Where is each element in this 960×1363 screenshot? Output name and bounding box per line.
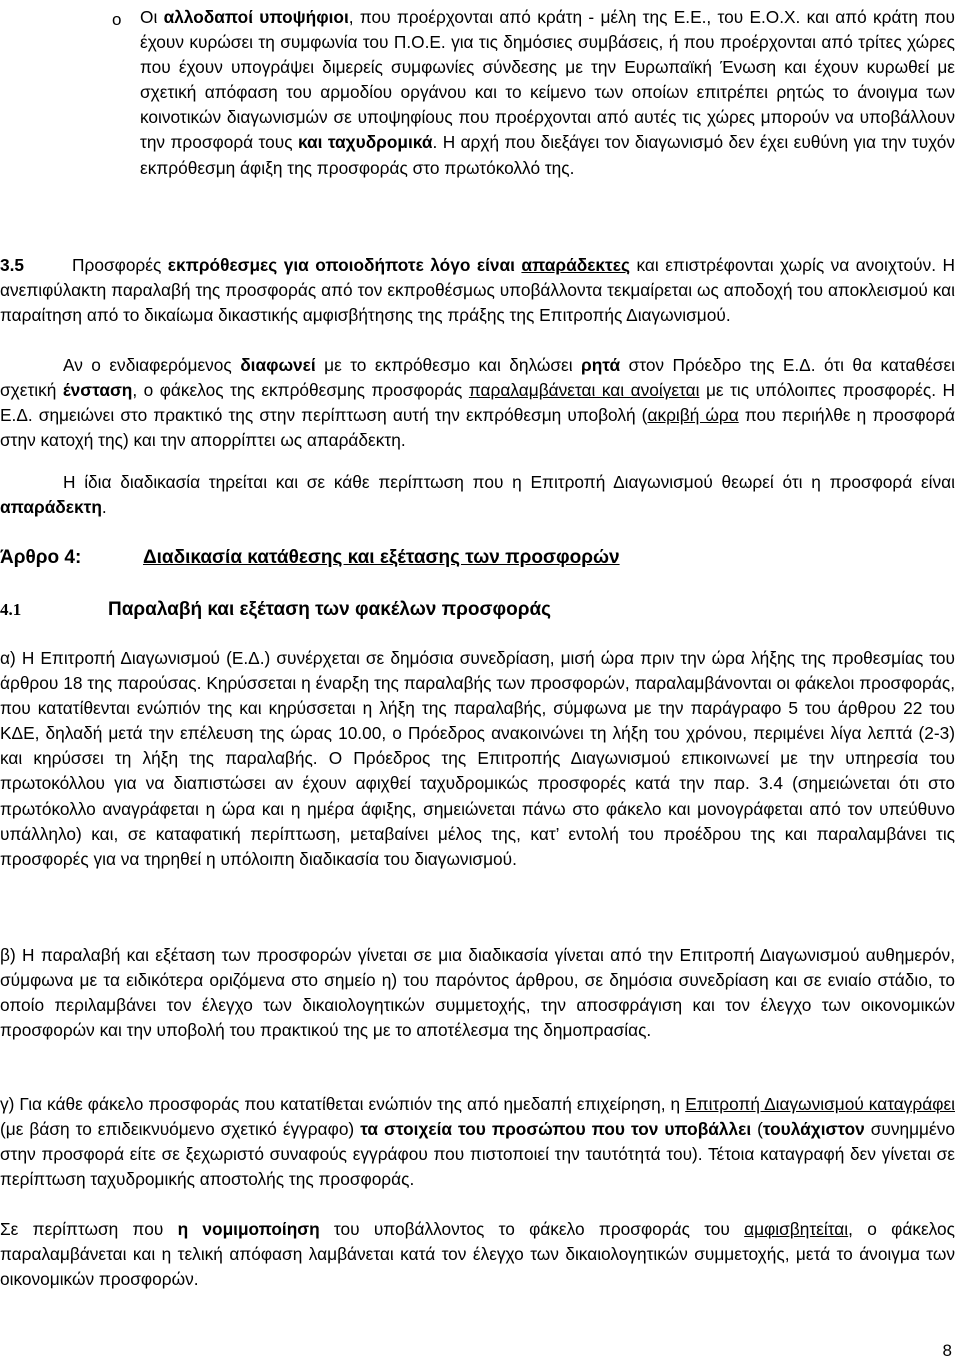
article-number: Άρθρο 4: <box>0 547 82 568</box>
paragraph-c: γ) Για κάθε φάκελο προσφοράς που κατατίθεται ενώπιόν της από ημεδαπή επιχείρηση, η Επιτροπή Διαγωνισμού καταγράφει (με βάση το επιδεικνυόμενο σχετικό έγγραφο) τα στοιχεία του προσώπου που τον υποβάλλει (τουλάχιστον συνημμένο στην προσφορά είτε σε ξεχωριστό συναφούς εγγράφου που πιστοποιεί την ταυτότητά του). Τέτοια καταγραφή δεν γίνεται σε περίπτωση ταχυδρομικής αποστολής της προσφοράς. <box>0 1094 955 1190</box>
section-3-5-number: 3.5 <box>0 255 25 275</box>
bullet-paragraph: Οι αλλοδαποί υποψήφιοι, που προέρχονται από κράτη - μέλη της Ε.Ε., του Ε.Ο.Χ. και από κράτη που έχουν κυρώσει τη συμφωνία του Π.Ο.Ε. για τις δημόσιες συμβάσεις, ή που προέρχονται από τρίτες χώρες που έχουν υπογράψει διμερείς συμφωνίες σύνδεσης με την Ευρωπαϊκή Ένωση και έχουν κυρωθεί με σχετική απόφαση του αρμοδίου οργάνου και το κείμενο των οποίων επιτρέπει ρητώς το άνοιγμα των κοινοτικών διαγωνισμών σε υποψηφίους που προέρχονται από αυτές τις χώρες μπορούν να υποβάλλουν την προσφορά τους και ταχυδρομικά. Η αρχή που διεξάγει τον διαγωνισμό δεν έχει ευθύνη για την τυχόν εκπρόθεσμη άφιξη της προσφοράς στο πρωτόκολλό της. <box>140 7 956 178</box>
section-3-5-same-procedure-paragraph: Η ίδια διαδικασία τηρείται και σε κάθε περίπτωση που η Επιτροπή Διαγωνισμού θεωρεί ότι η προσφορά είναι απαράδεκτη. <box>0 472 955 518</box>
subsection-number: 4.1 <box>0 600 22 619</box>
section-3-5-paragraph: 3.5 Προσφορές εκπρόθεσμες για οποιοδήποτε λόγο είναι απαράδεκτες και επιστρέφονται χωρίς να ανοιχτούν. Η ανεπιφύλακτη παραλαβή της προσφοράς από τον εκπροθέσμως υποβάλλοντα τεκμαίρεται ως αποδοχή του αποκλεισμού και παραίτηση από το δικαίωμα δικαστικής αμφισβήτησης της πράξης της Επιτροπής Διαγωνισμού. <box>0 255 955 326</box>
paragraph-b: β) Η παραλαβή και εξέταση των προσφορών γίνεται σε μια διαδικασία γίνεται από την Επιτροπή Διαγωνισμού αυθημερόν, σύμφωνα με τα ειδικότερα οριζόμενα στο σημείο η) του παρόντος άρθρου, σε δημόσια συνεδρίαση και σε ενιαίο στάδιο, το οποίο περιλαμβάνει τον έλεγχο των δικαιολογητικών συμμετοχής, την αποσφράγιση και τον έλεγχο των οικονομικών προσφορών και την υποβολή του πρακτικού της με το αποτέλεσμα της δημοπρασίας. <box>0 945 955 1041</box>
subsection-title: Παραλαβή και εξέταση των φακέλων προσφοράς <box>108 599 552 620</box>
article-title: Διαδικασία κατάθεσης και εξέτασης των προσφορών <box>143 547 620 568</box>
section-3-5-objection-paragraph: Αν ο ενδιαφερόμενος διαφωνεί με το εκπρόθεσμο και δηλώσει ρητά στον Πρόεδρο της Ε.Δ. ότι θα καταθέσει σχετική ένσταση, ο φάκελος της εκπρόθεσμης προσφοράς παραλαμβάνεται και ανοίγεται με τις υπόλοιπες προσφορές. Η Ε.Δ. σημειώνει στο πρακτικό της στην περίπτωση αυτή την εκπρόθεσμη υποβολή (ακριβή ώρα που περιήλθε η προσφορά στην κατοχή της) και την απορρίπτει ως απαράδεκτη. <box>0 355 956 451</box>
page-number: 8 <box>942 1341 952 1360</box>
bullet-marker: o <box>112 10 122 29</box>
paragraph-a: α) Η Επιτροπή Διαγωνισμού (Ε.Δ.) συνέρχεται σε δημόσια συνεδρίαση, μισή ώρα πριν την ώρα λήξης της προθεσμίας του άρθρου 18 της παρούσας. Κηρύσσεται η έναρξη της παραλαβής των προσφορών, παραλαμβάνονται οι φάκελοι προσφοράς, που κατατίθενται ενώπιόν της και κηρύσσεται η λήξη της παραλαβής, σύμφωνα με την παράγραφο 5 του άρθρου 22 του ΚΔΕ, δηλαδή μετά την επέλευση της ώρας 10.00, ο Πρόεδρος ανακοινώνει τη λήξη του χρόνου, περιμένει λίγα λεπτά (2-3) και κηρύσσει τη λήξη της παραλαβής. Ο Πρόεδρος της Επιτροπής Διαγωνισμού επικοινωνεί με την υπηρεσία του πρωτοκόλλου για να διαπιστώσει αν έχουν αφιχθεί ταχυδρομικώς προσφορές κατά την παρ. 3.4 (σημειώνεται ότι στο πρωτόκολλο αναγράφεται η ώρα και η ημέρα άφιξης, σημειώνεται πάνω στο φάκελο και μονογράφεται από τον υπεύθυνο υπάλληλο) και, σε καταφατική περίπτωση, μεταβαίνει μέλος της, κατ’ εντολή του προέδρου της και παραλαμβάνει τις προσφορές για να τηρηθεί η υπόλοιπη διαδικασία του διαγωνισμού. <box>0 648 955 869</box>
paragraph-c-legitimation: Σε περίπτωση που η νομιμοποίηση του υποβάλλοντος το φάκελο προσφοράς του αμφισβητείται, ο φάκελος παραλαμβάνεται και η τελική απόφαση λαμβάνεται κατά τον έλεγχο των δικαιολογητικών συμμετοχής, μετά το άνοιγμα των οικονομικών προσφορών. <box>0 1219 955 1290</box>
